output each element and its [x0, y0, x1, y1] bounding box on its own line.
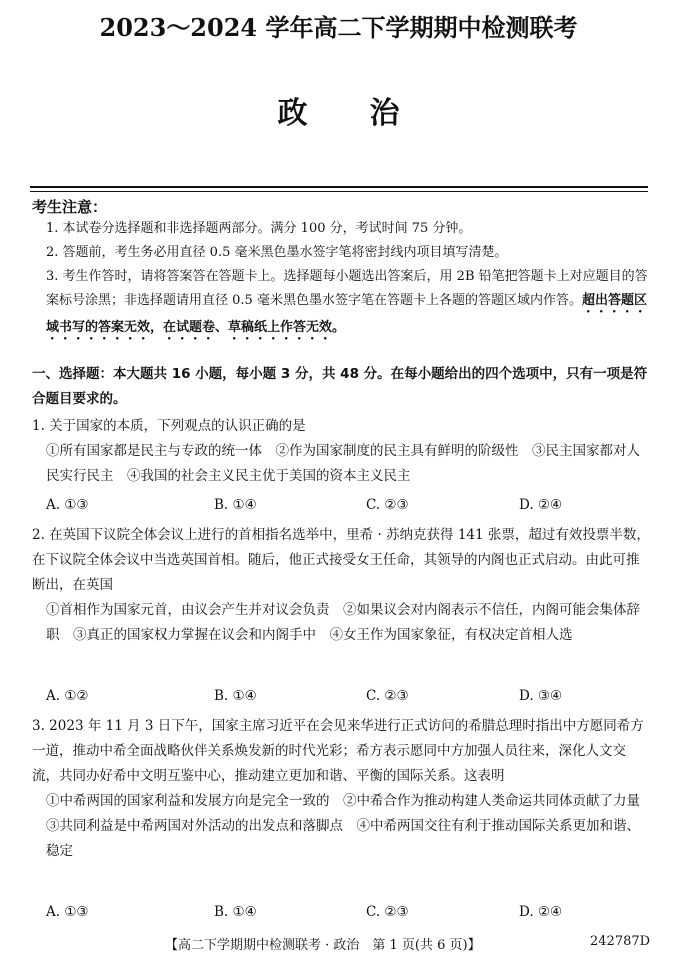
subject-title [0, 88, 677, 132]
question-1-option-d: D. ②④ [519, 497, 563, 513]
notice-item-3 [46, 265, 650, 343]
question-2 [32, 523, 652, 648]
question-2-option-a: A. ①② [46, 688, 89, 704]
notice-item-2: 2. 答题前，考生务必用直径 0.5 毫米黑色墨水签字笔将密封线内项目填写清楚。 [46, 245, 508, 260]
question-1-option-b: B. ①④ [214, 497, 257, 513]
question-3-option-d: D. ②④ [519, 904, 563, 920]
question-2-option-c: C. ②③ [366, 688, 409, 704]
question-3-option-c: C. ②③ [366, 904, 409, 920]
question-1-options [46, 497, 646, 521]
notice-title: 考生注意： [32, 198, 108, 216]
page-footer: 【高二下学期期中检测联考 · 政治 第 1 页(共 6 页)】 [165, 938, 481, 953]
question-2-stem: 2. 在英国下议院全体会议上进行的首相指名选举中，里希 · 苏纳克获得 141 张票，超过有效投票半数，在下议院全体会议中当选英国首相。随后，他正式接受女王任命，其领导的内阁也正式启动。由此可推断出，在英国 [32, 527, 650, 593]
divider-thin [30, 191, 648, 192]
notice-emphasis: 超出答题区域书写的答案无效，在试题卷、草稿纸上作答无效。 [46, 293, 647, 335]
question-3-option-a: A. ①③ [46, 904, 89, 920]
subject-char-2: 治 [369, 96, 400, 131]
question-1-option-a: A. ①③ [46, 497, 89, 513]
divider-thick [30, 186, 648, 188]
notice-item-1: 1. 本试卷分选择题和非选择题两部分。满分 100 分，考试时间 75 分钟。 [46, 221, 472, 236]
section-heading: 一、选择题：本大题共 16 小题，每小题 3 分，共 48 分。在每小题给出的四个选项中，只有一项是符合题目要求的。 [32, 366, 648, 407]
question-2-option-b: B. ①④ [214, 688, 257, 704]
exam-title: 2023～2024 学年高二下学期期中检测联考 [99, 13, 578, 42]
subject-char-1: 政 [277, 96, 308, 131]
question-1 [32, 414, 652, 489]
notice-item-3-text: 3. 考生作答时，请将答案答在答题卡上。选择题每小题选出答案后，用 2B 铅笔把答题卡上对应题目的答案标号涂黑；非选择题请用直径 0.5 毫米黑色墨水签字笔在答题卡上各题的答题区域内作答。 [46, 269, 648, 308]
question-2-options [46, 688, 646, 712]
exam-code: 242787D [590, 934, 651, 949]
question-2-statements: ①首相作为国家元首，由议会产生并对议会负责 ②如果议会对内阁表示不信任，内阁可能会集体辞职 ③真正的国家权力掌握在议会和内阁手中 ④女王作为国家象征，有权决定首相人选 [46, 602, 640, 643]
question-1-stem: 1. 关于国家的本质，下列观点的认识正确的是 [32, 418, 306, 434]
question-3 [32, 714, 652, 864]
question-1-statements: ①所有国家都是民主与专政的统一体 ②作为国家制度的民主具有鲜明的阶级性 ③民主国家都对人民实行民主 ④我国的社会主义民主优于美国的资本主义民主 [46, 443, 640, 484]
question-3-stem: 3. 2023 年 11 月 3 日下午，国家主席习近平在会见来华进行正式访问的希腊总理时指出中方愿同希方一道，推动中希全面战略伙伴关系焕发新的时代光彩；希方表示愿同中方加强人员往来，深化人文交流，共同办好希中文明互鉴中心，推动建立更加和谐、平衡的国际关系。这表明 [32, 718, 644, 784]
question-3-options [46, 904, 646, 928]
question-3-option-b: B. ①④ [214, 904, 257, 920]
question-2-option-d: D. ③④ [519, 688, 563, 704]
question-1-option-c: C. ②③ [366, 497, 409, 513]
question-3-statements: ①中希两国的国家利益和发展方向是完全一致的 ②中希合作为推动构建人类命运共同体贡献了力量 ③共同利益是中希两国对外活动的出发点和落脚点 ④中希两国交往有利于推动国际关系更加和谐、稳定 [46, 793, 654, 859]
